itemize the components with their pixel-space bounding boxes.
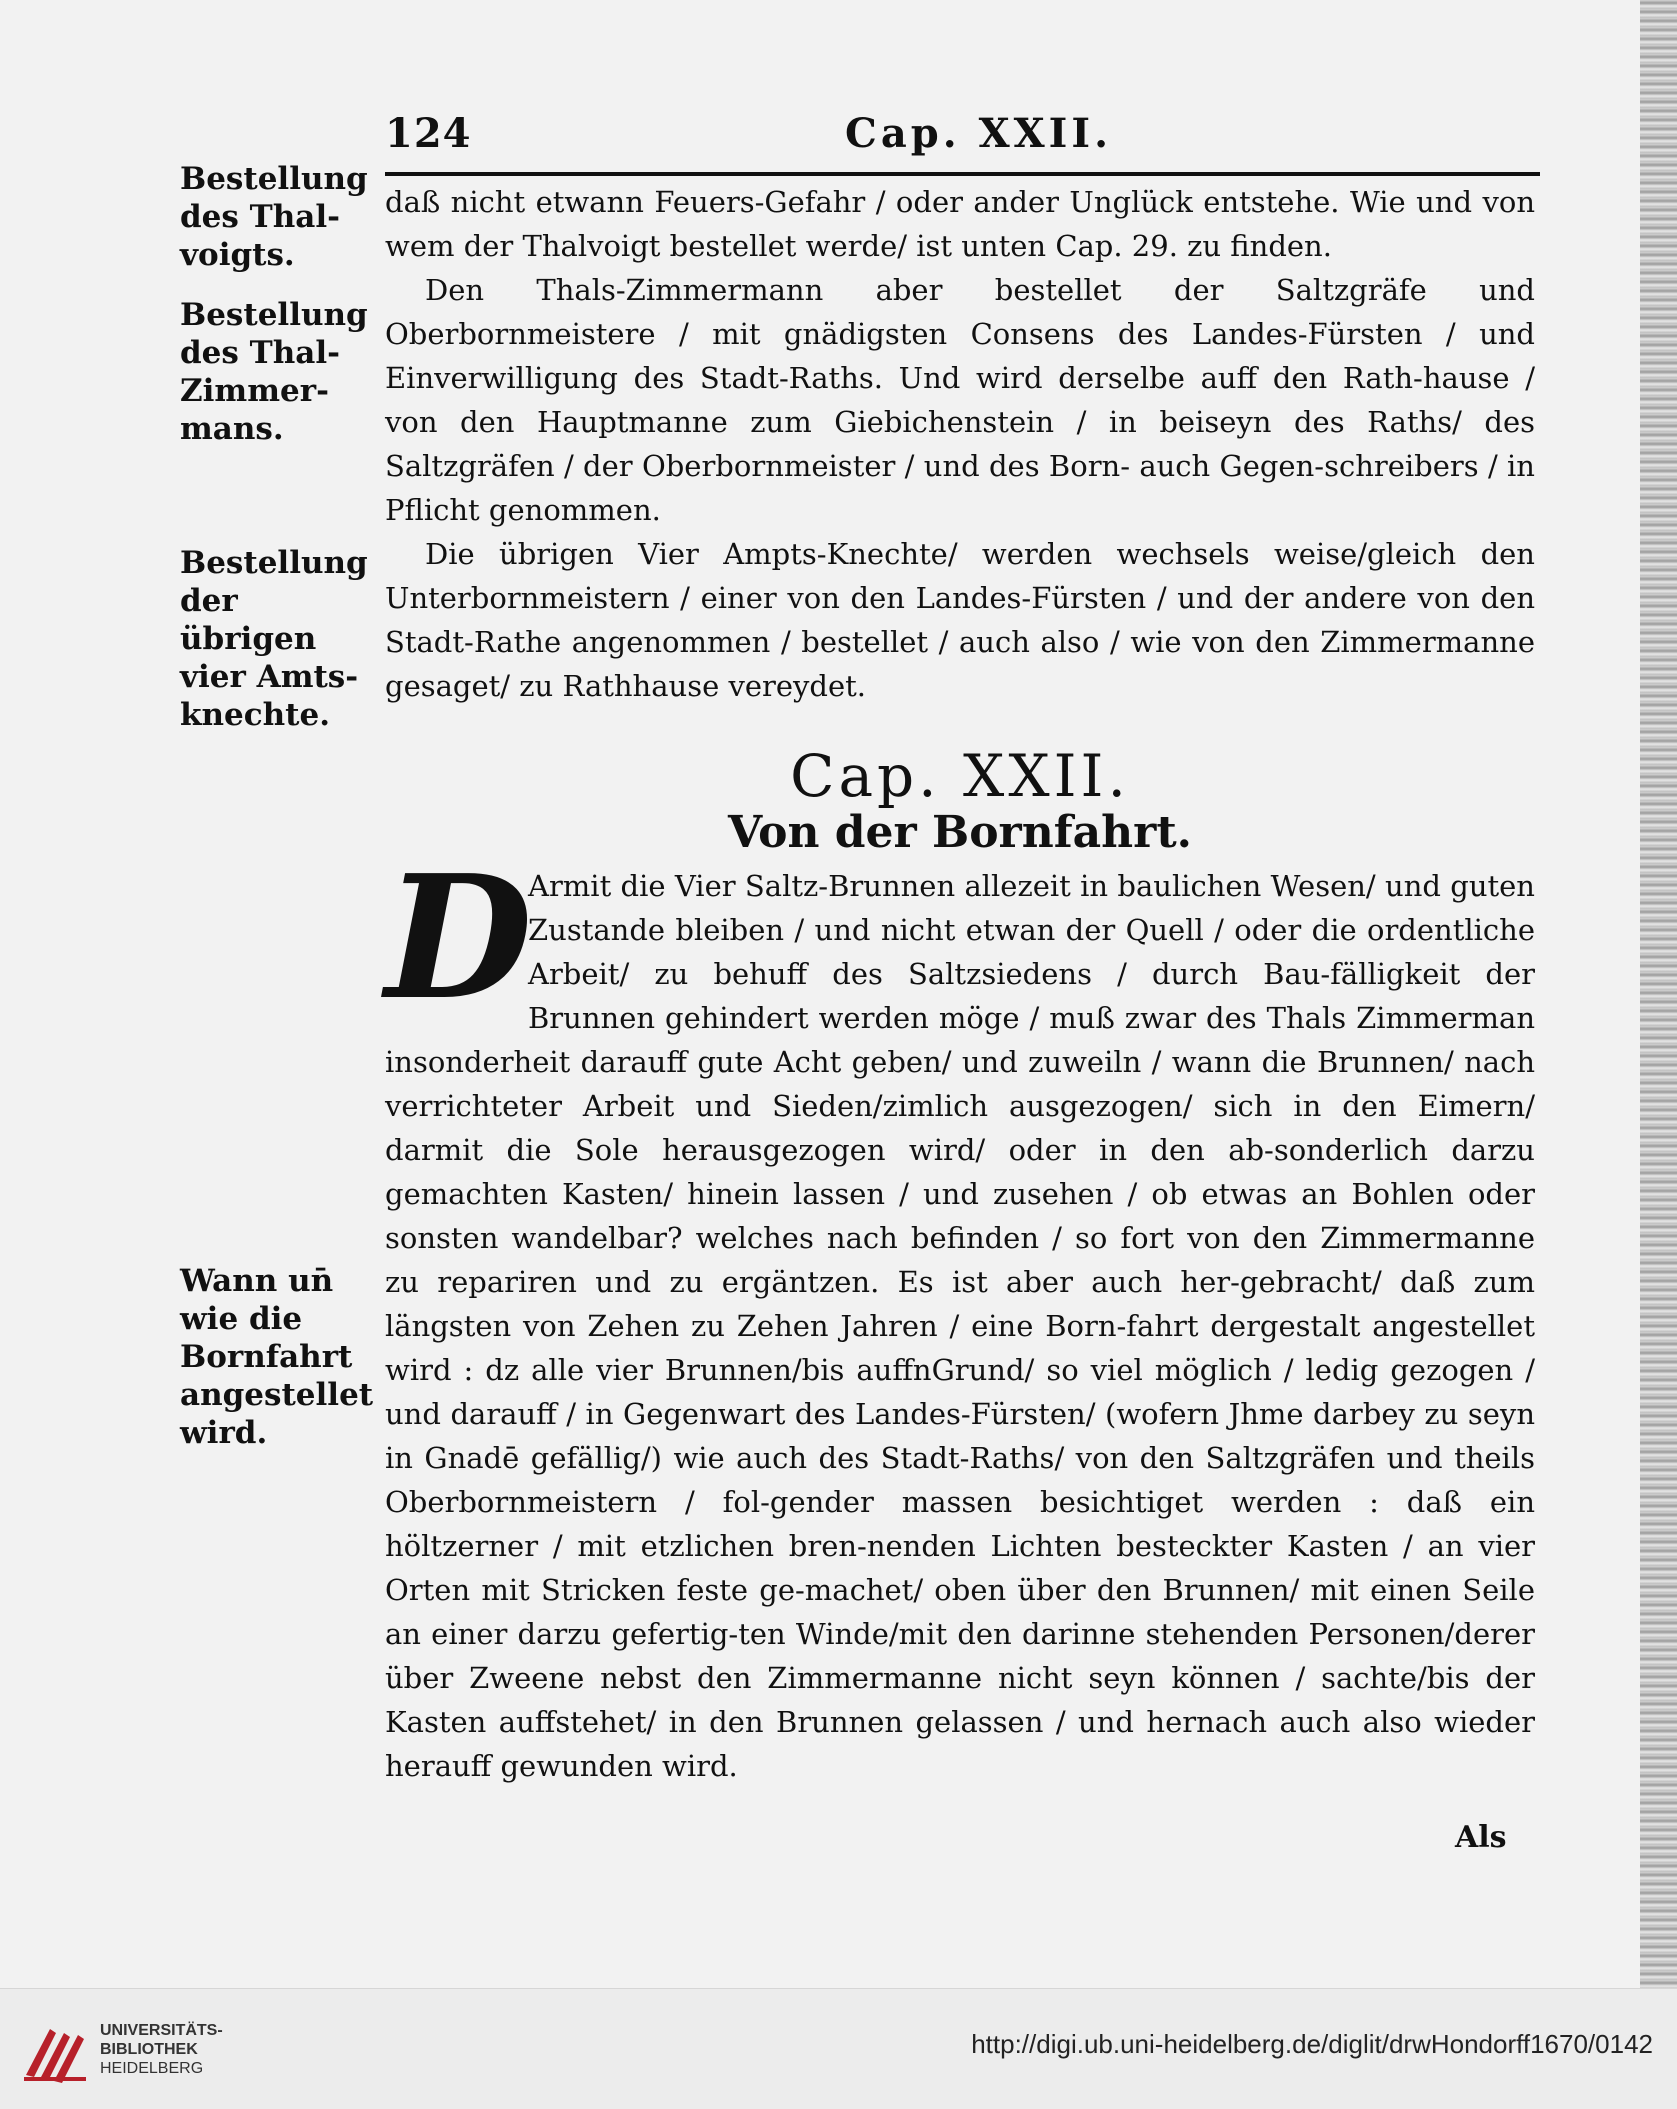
- library-name-line3: HEIDELBERG: [100, 2060, 204, 2077]
- page-number: 124: [385, 110, 472, 157]
- margin-note-amtsknechte: Bestellung der übrigen vier Amts-knechte.: [180, 545, 368, 733]
- library-logo-icon: [20, 2015, 92, 2087]
- running-head: Cap. XXII.: [845, 110, 1112, 157]
- margin-note-zimmermann: Bestellung des Thal-Zimmer-mans.: [180, 297, 368, 447]
- paragraph-amtsknechte: Die übrigen Vier Ampts-Knechte/ werden wechsels weise/gleich den Unterbornmeistern / einer von den Landes-Fürsten / und der andere von den Stadt-Rathe angenommen / bestellet / auch also / wie von den Zimmermanne gesaget/ zu Rathhause vereydet.: [385, 537, 1535, 703]
- page-edge: [1640, 0, 1677, 1988]
- footer-bar: [0, 1988, 1677, 2109]
- margin-note-thalvoigt: Bestellung des Thal-voigts.: [180, 161, 368, 273]
- source-url[interactable]: http://digi.ub.uni-heidelberg.de/diglit/drwHondorff1670/0142: [971, 2029, 1653, 2059]
- margin-note-bornfahrt: Wann un̄ wie die Bornfahrt angestellet wird.: [180, 1263, 374, 1451]
- library-name: [100, 2021, 223, 2078]
- text-block-chapter: [385, 838, 1535, 1788]
- paragraph-bornfahrt: Armit die Vier Saltz-Brunnen allezeit in baulichen Wesen/ und guten Zustande bleiben / und nicht etwan der Quell / oder die ordentliche Arbeit/ zu behuff des Saltzsiedens / durch Bau-fälligkeit der Brunnen gehindert werden möge / muß zwar des Thals Zimmerman insonderheit darauff gute Acht geben/ und zuweiln / wann die Brunnen/ nach verrichteter Arbeit und Sieden/zimlich ausgezogen/ sich in den Eimern/ darmit die Sole herausgezogen wird/ oder in den ab-sonderlich darzu gemachten Kasten/ hinein lassen / und zusehen / ob etwas an Bohlen oder sonsten wandelbar? welches nach befinden / so fort von den Zimmermanne zu repariren und zu ergäntzen. Es ist aber auch her-gebracht/ daß zum längsten von Zehen zu Zehen Jahren / eine Born-fahrt dergestalt angestellet wird : dz alle vier Brunnen/bis auffnGrund/ so viel möglich / ledig gezogen / und darauff / in Gegenwart des Landes-Fürsten/ (wofern Jhme darbey zu seyn in Gnadē gefällig/) wie auch des Stadt-Raths/ von den Saltzgräfen und theils Oberbornmeistern / fol-gender massen besichtiget werden : daß ein höltzerner / mit etzlichen bren-nenden Lichten besteckter Kasten / an vier Orten mit Stricken feste ge-machet/ oben über den Brunnen/ mit einen Seile an einer darzu gefertig-ten Winde/mit den darinne stehenden Personen/derer über Zweene nebst den Zimmermanne nicht seyn können / sachte/bis der Kasten auffstehet/ in den Brunnen gelassen / und hernach auch also wieder herauff gewunden wird.: [385, 869, 1535, 1783]
- paragraph-thalvoigt: daß nicht etwann Feuers-Gefahr / oder ander Unglück entstehe. Wie und von wem der Thalvoigt bestellet werde/ ist unten Cap. 29. zu finden.: [385, 185, 1535, 263]
- header-rule: [385, 172, 1540, 176]
- text-block-top: [385, 180, 1535, 708]
- chapter-subtitle: Von der Bornfahrt.: [728, 807, 1192, 858]
- paragraph-zimmermann: Den Thals-Zimmermann aber bestellet der Saltzgräfe und Oberbornmeistere / mit gnädigsten Consens des Landes-Fürsten / und Einverwilligung des Stadt-Raths. Und wird derselbe auff den Rath-hause / von den Hauptmanne zum Giebichenstein / in beiseyn des Raths/ des Saltzgräfen / der Oberbornmeister / und des Born- auch Gegen-schreibers / in Pflicht genommen.: [385, 273, 1535, 527]
- drop-cap: D: [385, 838, 533, 1038]
- library-name-line2: BIBLIOTHEK: [100, 2041, 198, 2058]
- chapter-title: Cap. XXII.: [790, 742, 1130, 810]
- catchword: Als: [1455, 1820, 1507, 1855]
- library-name-line1: UNIVERSITÄTS-: [100, 2022, 223, 2039]
